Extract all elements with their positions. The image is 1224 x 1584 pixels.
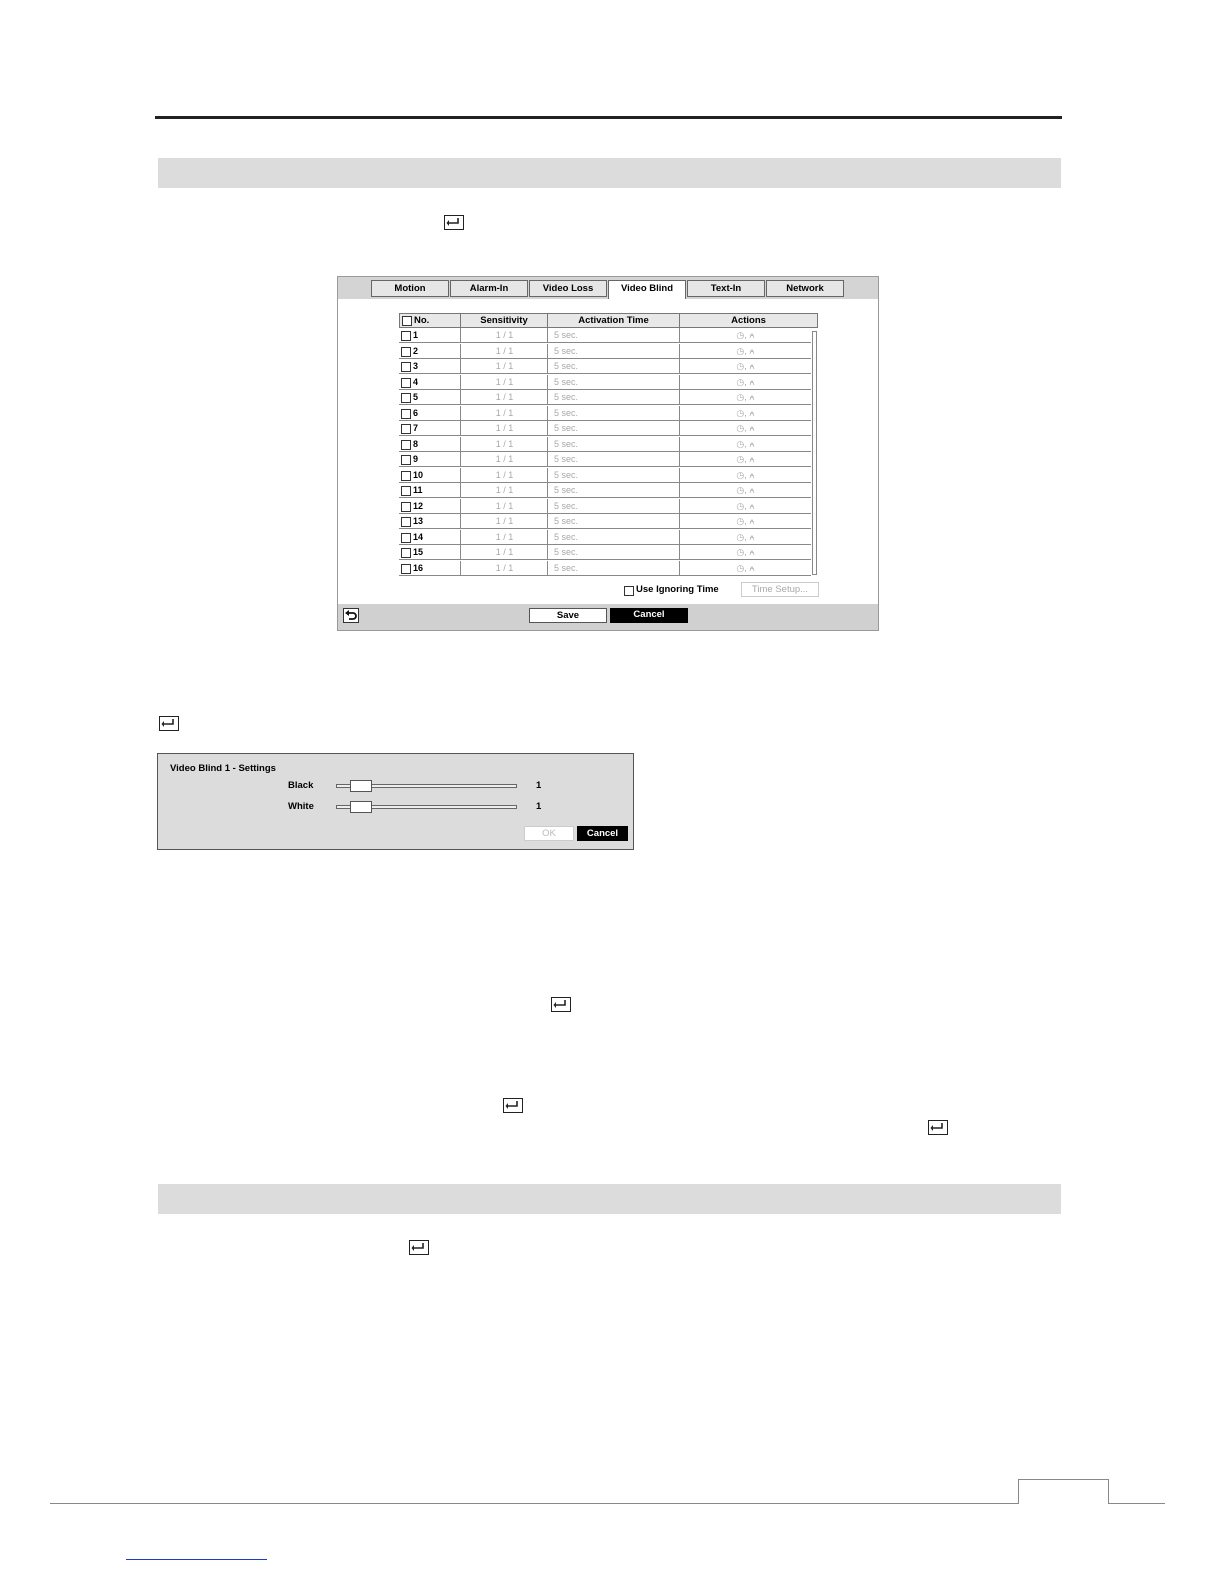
bell-icon: ⍲: [749, 330, 755, 340]
table-row[interactable]: [399, 499, 811, 515]
row-number: 2: [413, 345, 419, 356]
table-row[interactable]: [399, 437, 811, 453]
row-actions[interactable]: ◷, ⍲: [679, 545, 811, 560]
clock-icon: ◷: [736, 454, 745, 464]
row-checkbox[interactable]: [401, 517, 411, 527]
row-actions[interactable]: ◷, ⍲: [679, 468, 811, 483]
row-activation-time[interactable]: 5 sec.: [547, 421, 680, 436]
table-row[interactable]: [399, 514, 811, 530]
bell-icon: ⍲: [749, 438, 755, 449]
row-number: 10: [413, 469, 424, 480]
row-activation-time[interactable]: 5 sec.: [547, 483, 680, 498]
row-activation-time[interactable]: 5 sec.: [547, 530, 680, 545]
table-row[interactable]: [399, 452, 811, 468]
row-activation-time[interactable]: 5 sec.: [547, 545, 680, 560]
clock-icon: ◷: [736, 438, 745, 449]
row-activation-time[interactable]: 5 sec.: [547, 344, 680, 359]
row-no-cell[interactable]: [399, 483, 461, 498]
table-row[interactable]: [399, 530, 811, 546]
row-activation-time[interactable]: 5 sec.: [547, 328, 680, 343]
row-actions[interactable]: ◷, ⍲: [679, 344, 811, 359]
tab-alarm-in[interactable]: Alarm-In: [450, 280, 528, 297]
row-number: 3: [413, 361, 419, 371]
row-number: 13: [413, 516, 424, 526]
row-actions[interactable]: ◷, ⍲: [679, 359, 811, 374]
row-no-cell[interactable]: [399, 328, 461, 343]
bell-icon: ⍲: [749, 423, 755, 433]
table-row[interactable]: [399, 375, 811, 391]
row-checkbox[interactable]: [401, 378, 411, 388]
row-actions[interactable]: ◷, ⍲: [679, 390, 811, 405]
clock-icon: ◷: [736, 330, 745, 340]
bell-icon: ⍲: [749, 469, 755, 480]
clock-icon: ◷: [736, 376, 745, 387]
bell-icon: ⍲: [749, 547, 755, 557]
row-number: 5: [413, 392, 419, 402]
row-no-cell[interactable]: [399, 561, 461, 576]
row-checkbox[interactable]: [401, 533, 411, 543]
row-actions[interactable]: ◷, ⍲: [679, 421, 811, 436]
clock-icon: ◷: [736, 345, 745, 356]
row-no-cell[interactable]: [399, 514, 461, 529]
bell-icon: ⍲: [749, 392, 755, 402]
footer-link-underline: [126, 1559, 267, 1560]
header-rule: [155, 116, 1062, 119]
bell-icon: ⍲: [749, 531, 755, 542]
row-no-cell[interactable]: [399, 545, 461, 560]
clock-icon: ◷: [736, 485, 745, 495]
white-label: White: [288, 801, 314, 812]
tab-text-in[interactable]: Text-In: [687, 280, 765, 297]
enter-key-icon: [444, 215, 464, 230]
dialog-cancel-button[interactable]: Cancel: [577, 826, 628, 841]
enter-key-icon: [551, 997, 571, 1012]
bell-icon: ⍲: [749, 485, 755, 495]
row-no-cell[interactable]: [399, 468, 461, 483]
row-checkbox[interactable]: [401, 393, 411, 403]
bottom-bar: [338, 604, 878, 630]
row-checkbox[interactable]: [401, 564, 411, 574]
bell-icon: ⍲: [749, 345, 755, 356]
row-sensitivity[interactable]: 1 / 1: [460, 530, 548, 545]
row-sensitivity[interactable]: 1 / 1: [460, 468, 548, 483]
table-row[interactable]: [399, 483, 811, 499]
row-activation-time[interactable]: 5 sec.: [547, 452, 680, 467]
row-checkbox[interactable]: [401, 502, 411, 512]
row-no-cell[interactable]: [399, 359, 461, 374]
clock-icon: ◷: [736, 500, 745, 511]
bell-icon: ⍲: [749, 376, 755, 387]
row-no-cell[interactable]: [399, 421, 461, 436]
row-actions[interactable]: ◷, ⍲: [679, 375, 811, 390]
row-no-cell[interactable]: [399, 390, 461, 405]
row-number: 16: [413, 562, 424, 573]
footer-rule: [1108, 1503, 1165, 1504]
row-actions[interactable]: ◷, ⍲: [679, 514, 811, 529]
row-sensitivity[interactable]: 1 / 1: [460, 421, 548, 436]
row-checkbox[interactable]: [401, 409, 411, 419]
tab-bar: [338, 277, 878, 299]
black-label: Black: [288, 780, 314, 791]
bell-icon: ⍲: [749, 361, 755, 371]
ok-button[interactable]: OK: [524, 826, 574, 841]
event-settings-screenshot: [337, 276, 879, 631]
section-heading-bar: [158, 1184, 1061, 1214]
black-slider-thumb[interactable]: [350, 780, 372, 792]
row-no-cell[interactable]: [399, 344, 461, 359]
enter-key-icon: [159, 716, 179, 731]
row-no-cell[interactable]: [399, 530, 461, 545]
column-header-no[interactable]: No.: [399, 313, 461, 328]
dialog-title: Video Blind 1 - Settings: [170, 763, 276, 774]
section-heading-bar: [158, 158, 1061, 188]
tab-network[interactable]: Network: [766, 280, 844, 297]
row-activation-time[interactable]: 5 sec.: [547, 406, 680, 421]
use-ignoring-time-checkbox[interactable]: [624, 586, 634, 596]
clock-icon: ◷: [736, 423, 745, 433]
select-all-checkbox[interactable]: [402, 316, 412, 326]
row-checkbox[interactable]: [401, 455, 411, 465]
table-row[interactable]: [399, 406, 811, 422]
enter-key-icon: [928, 1120, 948, 1135]
row-sensitivity[interactable]: 1 / 1: [460, 375, 548, 390]
clock-icon: ◷: [736, 547, 745, 557]
bell-icon: ⍲: [749, 407, 755, 418]
back-arrow-icon: [344, 609, 358, 622]
cancel-button[interactable]: Cancel: [610, 608, 688, 623]
row-actions[interactable]: ◷, ⍲: [679, 483, 811, 498]
row-activation-time[interactable]: 5 sec.: [547, 561, 680, 576]
table-row[interactable]: [399, 359, 811, 375]
row-number: 7: [413, 423, 419, 433]
table-row[interactable]: [399, 390, 811, 406]
clock-icon: ◷: [736, 469, 745, 480]
row-activation-time[interactable]: 5 sec.: [547, 390, 680, 405]
scrollbar[interactable]: [812, 331, 817, 575]
row-checkbox[interactable]: [401, 347, 411, 357]
row-sensitivity[interactable]: 1 / 1: [460, 514, 548, 529]
row-actions[interactable]: ◷, ⍲: [679, 406, 811, 421]
row-actions[interactable]: ◷, ⍲: [679, 499, 811, 514]
row-number: 6: [413, 407, 419, 418]
column-header-sensitivity[interactable]: Sensitivity: [460, 313, 548, 328]
tab-video-blind[interactable]: Video Blind: [608, 280, 686, 299]
table-row[interactable]: [399, 468, 811, 484]
bell-icon: ⍲: [749, 562, 755, 573]
row-sensitivity[interactable]: 1 / 1: [460, 359, 548, 374]
row-sensitivity[interactable]: 1 / 1: [460, 406, 548, 421]
row-number: 9: [413, 454, 419, 464]
row-activation-time[interactable]: 5 sec.: [547, 468, 680, 483]
row-sensitivity[interactable]: 1 / 1: [460, 561, 548, 576]
row-no-cell[interactable]: [399, 499, 461, 514]
bell-icon: ⍲: [749, 516, 755, 526]
row-no-cell[interactable]: [399, 375, 461, 390]
row-activation-time[interactable]: 5 sec.: [547, 437, 680, 452]
column-header-actions[interactable]: Actions: [679, 313, 818, 328]
row-actions[interactable]: ◷, ⍲: [679, 530, 811, 545]
row-no-cell[interactable]: [399, 437, 461, 452]
clock-icon: ◷: [736, 531, 745, 542]
row-no-cell[interactable]: [399, 452, 461, 467]
clock-icon: ◷: [736, 562, 745, 573]
row-number: 15: [413, 547, 424, 557]
row-number: 8: [413, 438, 419, 449]
use-ignoring-time-label: Use Ignoring Time: [636, 584, 719, 595]
clock-icon: ◷: [736, 392, 745, 402]
tab-video-loss[interactable]: Video Loss: [529, 280, 607, 297]
row-actions[interactable]: ◷, ⍲: [679, 561, 811, 576]
row-activation-time[interactable]: 5 sec.: [547, 499, 680, 514]
row-number: 14: [413, 531, 424, 542]
row-sensitivity[interactable]: 1 / 1: [460, 344, 548, 359]
row-actions[interactable]: ◷, ⍲: [679, 328, 811, 343]
row-checkbox[interactable]: [401, 440, 411, 450]
bell-icon: ⍲: [749, 454, 755, 464]
row-actions[interactable]: ◷, ⍲: [679, 437, 811, 452]
row-sensitivity[interactable]: 1 / 1: [460, 390, 548, 405]
row-number: 11: [413, 485, 423, 495]
time-setup-button[interactable]: Time Setup...: [741, 582, 819, 597]
white-value: 1: [536, 801, 542, 812]
video-blind-settings-dialog: [157, 753, 634, 850]
enter-key-icon: [409, 1240, 429, 1255]
clock-icon: ◷: [736, 407, 745, 418]
back-button[interactable]: [343, 608, 359, 623]
row-sensitivity[interactable]: 1 / 1: [460, 452, 548, 467]
row-sensitivity[interactable]: 1 / 1: [460, 545, 548, 560]
row-activation-time[interactable]: 5 sec.: [547, 375, 680, 390]
clock-icon: ◷: [736, 361, 745, 371]
page-number-tab: [1018, 1479, 1109, 1504]
row-sensitivity[interactable]: 1 / 1: [460, 437, 548, 452]
row-activation-time[interactable]: 5 sec.: [547, 359, 680, 374]
row-checkbox[interactable]: [401, 471, 411, 481]
row-checkbox[interactable]: [401, 486, 411, 496]
footer-rule: [50, 1503, 1019, 1504]
row-activation-time[interactable]: 5 sec.: [547, 514, 680, 529]
table-row[interactable]: [399, 344, 811, 360]
row-actions[interactable]: ◷, ⍲: [679, 452, 811, 467]
table-row[interactable]: [399, 421, 811, 437]
table-row[interactable]: [399, 328, 811, 344]
row-no-cell[interactable]: [399, 406, 461, 421]
save-button[interactable]: Save: [529, 608, 607, 623]
table-row[interactable]: [399, 545, 811, 561]
row-checkbox[interactable]: [401, 362, 411, 372]
row-number: 12: [413, 500, 424, 511]
row-sensitivity[interactable]: 1 / 1: [460, 483, 548, 498]
white-slider-thumb[interactable]: [350, 801, 372, 813]
row-sensitivity[interactable]: 1 / 1: [460, 499, 548, 514]
table-row[interactable]: [399, 561, 811, 577]
black-value: 1: [536, 780, 542, 791]
enter-key-icon: [503, 1098, 523, 1113]
clock-icon: ◷: [736, 516, 745, 526]
row-checkbox[interactable]: [401, 331, 411, 341]
row-sensitivity[interactable]: 1 / 1: [460, 328, 548, 343]
row-checkbox[interactable]: [401, 548, 411, 558]
row-number: 1: [413, 330, 419, 340]
bell-icon: ⍲: [749, 500, 755, 511]
column-header-activation-time[interactable]: Activation Time: [547, 313, 680, 328]
row-number: 4: [413, 376, 419, 387]
tab-motion[interactable]: Motion: [371, 280, 449, 297]
row-checkbox[interactable]: [401, 424, 411, 434]
